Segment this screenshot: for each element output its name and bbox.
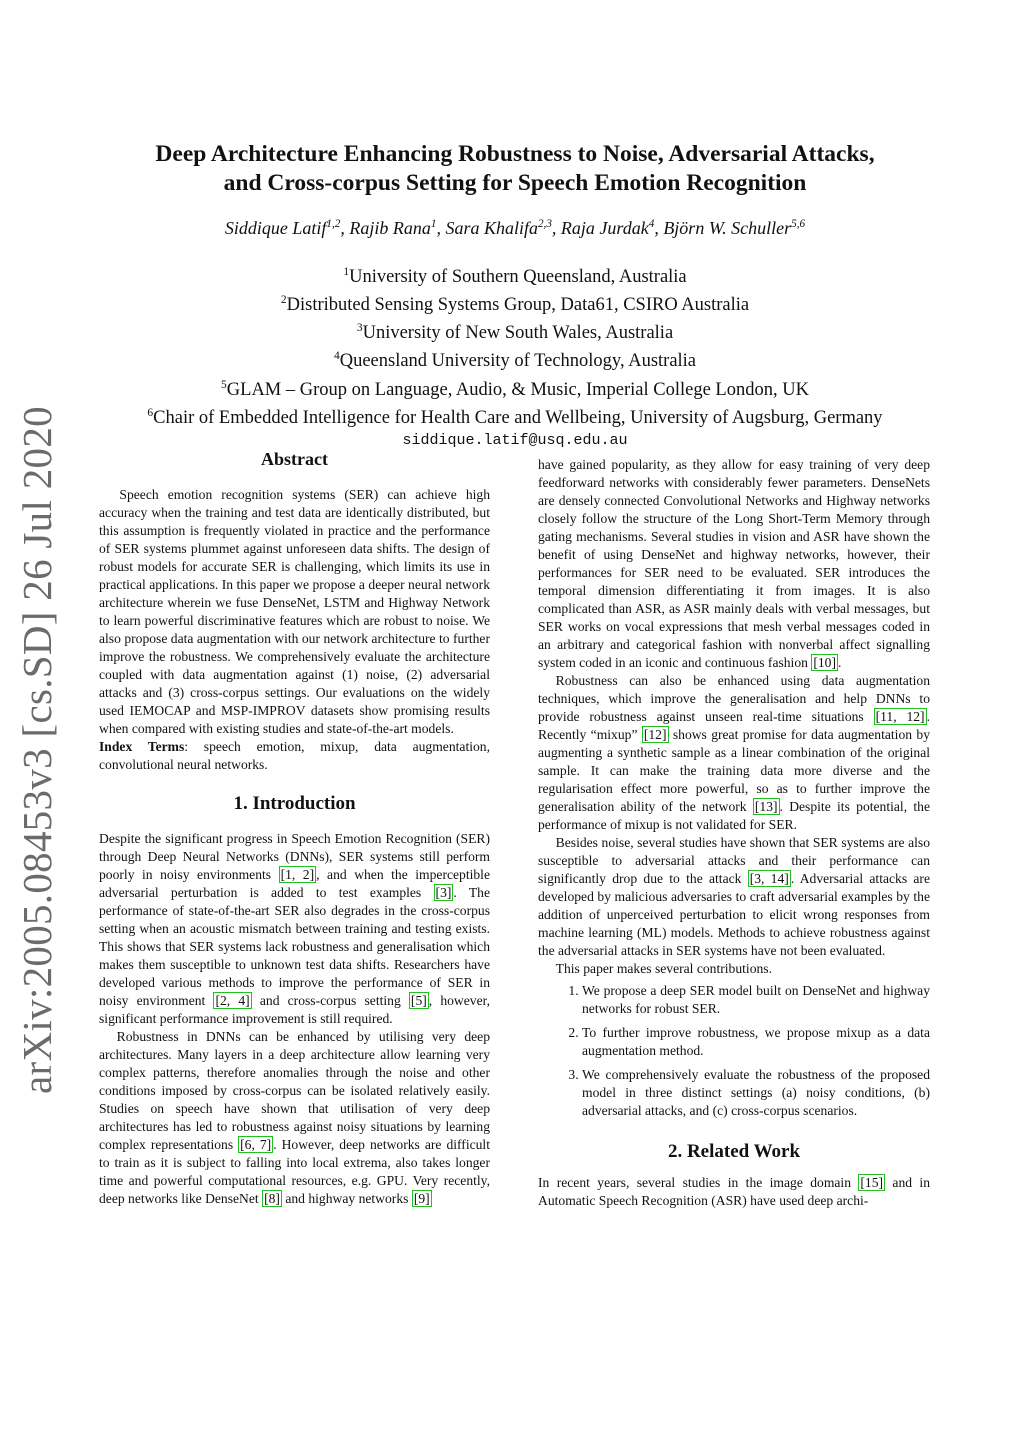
intro-heading: 1. Introduction <box>233 793 356 814</box>
contribution-item: 3. We comprehensively evaluate the robustness of the proposed model in three distinct settings (a) noisy conditions, (b) adversarial attacks, and (c) cross-corpus scenarios. <box>582 1066 930 1120</box>
title-line-2: and Cross-corpus Setting for Speech Emotion Recognition <box>223 170 807 196</box>
abstract-heading: Abstract <box>261 449 328 469</box>
citation-link[interactable]: [12] <box>643 727 667 742</box>
citation-link[interactable]: [3] <box>435 885 452 900</box>
intro-paragraph-6: This paper makes several contributions. <box>555 961 772 976</box>
intro-paragraph-3: have gained popularity, as they allow for easy training of very deep feedforward networks with considerably fewer parameters. DenseNets are densely connected Convolutional Networks and Highway networks closely follow the structure of the Long Short-Term Memory through gating mechanisms. Several studies in vision and ASR have shown the benefit of using DenseNet and highway networks, however, their performances for SER need to be evaluated. SER introduces the temporal dimension differentiating it from images. It is also complicated than ASR, as ASR mainly deals with verbal messages, but SER works on vocal expressions that mesh verbal messages coded in an arbitrary and categorical fashion with nonverbal affect signalling system coded in an iconic and continuous fashion [10] . <box>538 457 930 670</box>
author: Sara Khalifa$^{2,3}$, <box>445 218 561 238</box>
related-paragraph-1: In recent years, several studies in the image domain [15] and in Automatic Speech Recognition (ASR) have used deep archi- <box>538 1175 930 1208</box>
citation-link[interactable]: [5] <box>410 993 427 1008</box>
contributions-list <box>538 982 930 1120</box>
citation-link[interactable]: [2, 4] <box>215 993 250 1008</box>
citation-link[interactable]: [10] <box>813 655 836 670</box>
author-email[interactable]: siddique.latif@usq.edu.au <box>402 431 628 449</box>
citation-link[interactable]: [8] <box>264 1191 280 1206</box>
author: Björn W. Schuller$^{5,6}$ <box>663 218 806 238</box>
affiliation: $^1$University of Southern Queensland, Australia <box>343 266 687 288</box>
title-line-1: Deep Architecture Enhancing Robustness to Noise, Adversarial Attacks, <box>155 141 875 167</box>
index-terms: Index Terms: speech emotion, mixup, data augmentation, convolutional neural networks. <box>99 739 490 772</box>
abstract-section <box>99 450 490 774</box>
citation-link[interactable]: [3, 14] <box>749 871 789 886</box>
citation-link[interactable]: [11, 12] <box>875 709 925 724</box>
affiliation: $^5$GLAM – Group on Language, Audio, & Music, Imperial College London, UK <box>221 378 809 400</box>
related-work-heading: 2. Related Work <box>667 1141 801 1162</box>
author: Rajib Rana$^1$, <box>349 218 446 238</box>
affiliation: $^2$Distributed Sensing Systems Group, Data61, CSIRO Australia <box>280 294 750 316</box>
intro-paragraph-5: Besides noise, several studies have shown that SER systems are also susceptible to adversarial attacks and their performance can significantly drop due to the attack [3, 14] . Adversarial attacks are developed by malicious adversaries to craft adversarial examples by the addition of unperceived perturbation to elicit wrong responses from machine learning (ML) models. Methods to achieve robustness against the adversarial attacks in SER systems have not been evaluated. <box>538 835 930 958</box>
affiliation: $^4$Queensland University of Technology, Australia <box>333 350 697 372</box>
author: Siddique Latif$^{1,2}$, <box>224 218 350 238</box>
abstract-text: Speech emotion recognition systems (SER) can achieve high accuracy when the training and test data are identically distributed, but this assumption is frequently violated in practice and the performance of SER systems plummet against unforeseen data shifts. The design of robust models for accurate SER is challenging, which limits its use in practical applications. In this paper we propose a deeper neural network architecture wherein we fuse DenseNet, LSTM and Highway Network to learn powerful discriminative features which are robust to noise. We also propose data augmentation with our network architecture to further improve the robustness. We comprehensively evaluate the architecture coupled with data augmentation against (1) noise, (2) adversarial attacks and (3) cross-corpus settings. Our evaluations on the widely used IEMOCAP and MSP-IMPROV datasets show promising results when compared with existing studies and state-of-the-art models. <box>99 487 490 736</box>
arxiv-side-stamp <box>8 406 66 1094</box>
contribution-item: 1. We propose a deep SER model built on DenseNet and highway networks for robust SER. <box>582 982 930 1018</box>
citation-link[interactable]: [9] <box>413 1191 430 1206</box>
paper-title <box>90 140 940 198</box>
left-column <box>99 450 490 1208</box>
intro-paragraph-2: Robustness in DNNs can be enhanced by utilising very deep architectures. Many layers in a deep architecture allow learning very complex patterns, therefore anomalies through the noise and other conditions imposed by cross-corpus can be isolated relatively easily. Studies on speech have shown that utilisation of very deep architectures has led to robustness against noisy situations by learning complex representations [6, 7] . However, deep networks are difficult to train as it is subject to falling into local extrema, also takes longer time and powerful computational resources, e.g. GPU. Very recently, deep networks like DenseNet [8] and highway networks [9] <box>99 1029 490 1206</box>
citation-link[interactable]: [15] <box>860 1175 884 1190</box>
author: Raja Jurdak$^4$, <box>560 218 664 238</box>
intro-paragraph-4: Robustness can also be enhanced using data augmentation techniques, which improve the generalisation and help DNNs to provide robustness against unseen real-time situations [11, 12] . Recently “mixup” [12] shows great promise for data augmentation by augmenting a synthetic sample as a linear combination of the original sample. It can make the training data more diverse and the regularisation effect more powerful, so as to further improve the generalisation ability of the network [13] . Despite its potential, the performance of mixup is not validated for SER. <box>538 673 931 832</box>
affiliations <box>60 261 970 452</box>
affiliation: $^6$Chair of Embedded Intelligence for Health Care and Wellbeing, University of Augsburg, Germany <box>147 406 883 428</box>
affiliation: $^3$University of New South Wales, Australia <box>356 322 674 344</box>
arxiv-identifier: arXiv:2005.08453v3 [cs.SD] 26 Jul 2020 <box>14 406 60 1094</box>
citation-link[interactable]: [13] <box>754 799 778 814</box>
author-list <box>90 218 940 239</box>
right-column <box>538 456 930 1210</box>
citation-link[interactable]: [6, 7] <box>240 1137 272 1152</box>
citation-link[interactable]: [1, 2] <box>280 867 315 882</box>
contribution-item: 2. To further improve robustness, we propose mixup as a data augmentation method. <box>582 1024 930 1060</box>
intro-paragraph-1: Despite the significant progress in Speech Emotion Recognition (SER) through Deep Neural Networks (DNNs), SER systems still perform poorly in noisy environments [1, 2] , and when the imperceptible adversarial perturbation is added to test examples [3] . The performance of state-of-the-art SER also degrades in the cross-corpus setting when an acoustic mismatch between training and testing exists. This shows that SER systems lack robustness and generalisation which makes them susceptible to unknown test data shifts. Researchers have developed various methods to improve the performance of SER in noisy environment [2, 4] and cross-corpus setting [5] , however, significant performance improvement is still required. <box>99 831 491 1026</box>
